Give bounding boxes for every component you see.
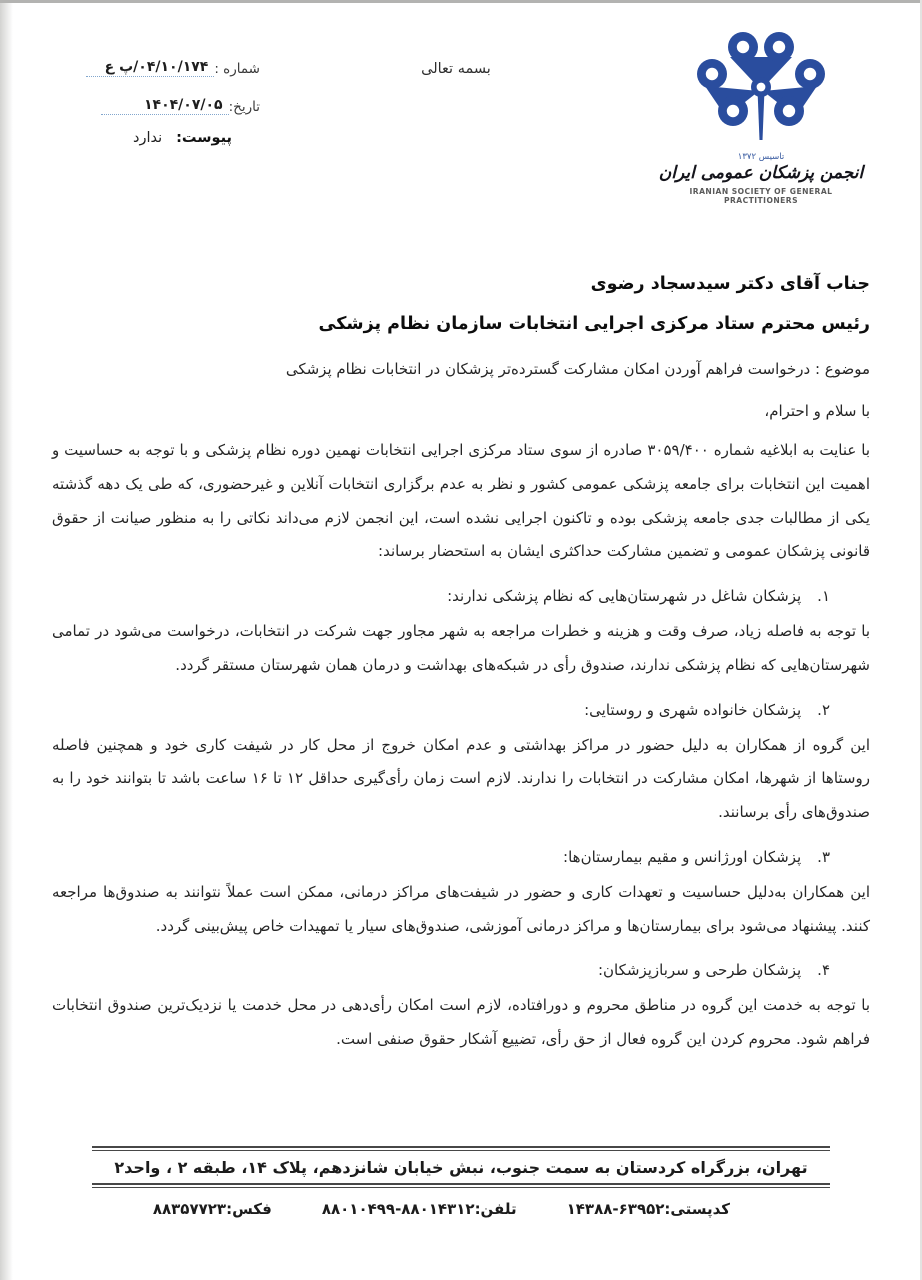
item-3-heading: پزشکان اورژانس و مقیم بیمارستان‌ها: — [563, 847, 802, 866]
item-2 — [52, 701, 870, 830]
item-2-heading: پزشکان خانواده شهری و روستایی: — [584, 700, 802, 719]
item-1-heading-row — [52, 587, 870, 605]
item-1-body: با توجه به فاصله زیاد، صرف وقت و هزینه و خطرات مراجعه به شهر مجاور جهت شرکت در انتخابات، درخواست می‌شود در تمامی شهرستان‌هایی که نظام پزشکی ندارند، صندوق رأی در شبکه‌های بهداشت و درمان همان شهرستان مستقر گردد. — [52, 622, 870, 674]
fax-label: فکس: — [226, 1200, 272, 1218]
recipient-title: رئیس محترم ستاد مرکزی اجرایی انتخابات سازمان نظام پزشکی — [318, 314, 870, 334]
bismillah-wrap — [260, 28, 652, 77]
logo-founded-text: تاسیس ۱۳۷۲ — [737, 152, 785, 162]
postal-code — [567, 1200, 730, 1218]
item-4-number: ۴. — [817, 961, 830, 980]
date-line — [101, 92, 229, 115]
item-3-body: این همکاران به‌دلیل حساسیت و تعهدات کاری و حضور در شیفت‌های مراکز درمانی، ممکن است عملاً نتوانند به صندوق‌ها مراجعه کنند. پیشنهاد می‌شود برای بیمارستان‌ها و مراکز درمانی آموزشی، صندوق‌های سیار یا تمهیدات خاص پیش‌بینی گردد. — [52, 882, 870, 935]
number-label: شماره : — [214, 61, 260, 77]
item-1 — [52, 587, 870, 683]
item-1-heading: پزشکان شاغل در شهرستان‌هایی که نظام پزشکی ندارند: — [447, 587, 802, 605]
postal-value: ۱۴۳۸۸-۶۳۹۵۲ — [566, 1200, 665, 1218]
item-3 — [52, 848, 870, 944]
letter-meta — [52, 28, 260, 146]
meta-date-row — [52, 92, 260, 115]
item-4 — [52, 961, 870, 1057]
item-4-heading: پزشکان طرحی و سربازپزشکان: — [597, 961, 802, 980]
org-logo — [652, 28, 870, 205]
footer-rule-bottom — [92, 1183, 830, 1188]
attachment-label: پیوست: — [176, 130, 232, 146]
recipient-name: جناب آقای دکتر سیدسجاد رضوی — [590, 274, 870, 294]
footer — [0, 1146, 922, 1218]
item-2-body: این گروه از همکاران به دلیل حضور در مراکز بهداشتی و عدم امکان خروج از محل کار در شیفت کاری خود و همچنین فاصله روستاها از شهرها، امکان مشارکت در انتخابات را ندارند. لازم است زمان رأی‌گیری حداقل ۱۲ تا ۱۶ ساعت باشد تا بتوانند خود را به صندوق‌های رأی برسانند. — [52, 735, 870, 821]
fax — [153, 1200, 272, 1218]
number-line — [86, 54, 214, 77]
meta-attachment-row — [52, 130, 260, 146]
item-2-number: ۲. — [817, 700, 830, 719]
date-label: تاریخ: — [228, 99, 260, 115]
meta-number-row — [52, 54, 260, 77]
postal-label: کدپستی: — [664, 1200, 730, 1218]
fax-value: ۸۸۳۵۷۷۲۳ — [152, 1200, 227, 1218]
bismillah-text: بسمه تعالی — [421, 61, 491, 77]
number-value: ۰۴/۱۰/۱۷۴/پ ع — [104, 59, 209, 75]
salutation: با سلام و احترام، — [764, 402, 870, 420]
item-4-heading-row — [52, 961, 870, 979]
date-value: ۱۴۰۴/۰۷/۰۵ — [143, 97, 223, 113]
logo-name-farsi: انجمن پزشکان عمومی ایران — [658, 163, 864, 183]
item-4-body: با توجه به خدمت این گروه در مناطق محروم و دورافتاده، لازم است امکان رأی‌دهی در محل خدمت یا نزدیک‌ترین صندوق انتخابات فراهم شود. محروم کردن این گروه فعال از حق رأی، تضییع آشکار حقوق صنفی است. — [52, 996, 870, 1048]
letterhead — [52, 28, 870, 240]
attachment-value: ندارد — [132, 130, 163, 146]
recipient-block — [52, 274, 870, 334]
logo-emblem-icon — [686, 30, 836, 146]
logo-name-english: IRANIAN SOCIETY OF GENERAL PRACTITIONERS — [689, 187, 833, 205]
phone-value: ۸۸۰۱۰۴۹۹-۸۸۰۱۴۳۱۲ — [321, 1200, 475, 1218]
phone — [322, 1200, 517, 1218]
item-2-heading-row — [52, 701, 870, 719]
item-3-heading-row — [52, 848, 870, 866]
subject-line: موضوع : درخواست فراهم آوردن امکان مشارکت گسترده‌تر پزشکان در انتخابات نظام پزشکی — [285, 360, 870, 378]
item-3-number: ۳. — [817, 847, 830, 866]
footer-address: تهران، بزرگراه کردستان به سمت جنوب، نبش خیابان شانزدهم، پلاک ۱۴، طبقه ۲ ، واحد۲ — [114, 1158, 808, 1177]
footer-contact — [0, 1200, 730, 1218]
intro-paragraph: با عنایت به ابلاغیه شماره ۳۰۵۹/۴۰۰ صادره از سوی ستاد مرکزی اجرایی انتخابات نهمین دوره نظام پزشکی و با توجه به حساسیت و اهمیت این انتخابات برای جامعه پزشکی عمومی کشور و نظر به عدم برگزاری انتخابات آنلاین و غیرحضوری، که طی یک دهه گذشته یکی از مطالبات جدی جامعه پزشکی بوده و تاکنون اجرایی نشده است، این انجمن لازم می‌داند نکاتی را به منظور صیانت از حقوق قانونی پزشکان عمومی و تضمین مشارکت حداکثری ایشان به استحضار برساند: — [52, 441, 870, 561]
phone-label: تلفن: — [474, 1200, 517, 1218]
item-1-number: ۱. — [817, 587, 830, 605]
